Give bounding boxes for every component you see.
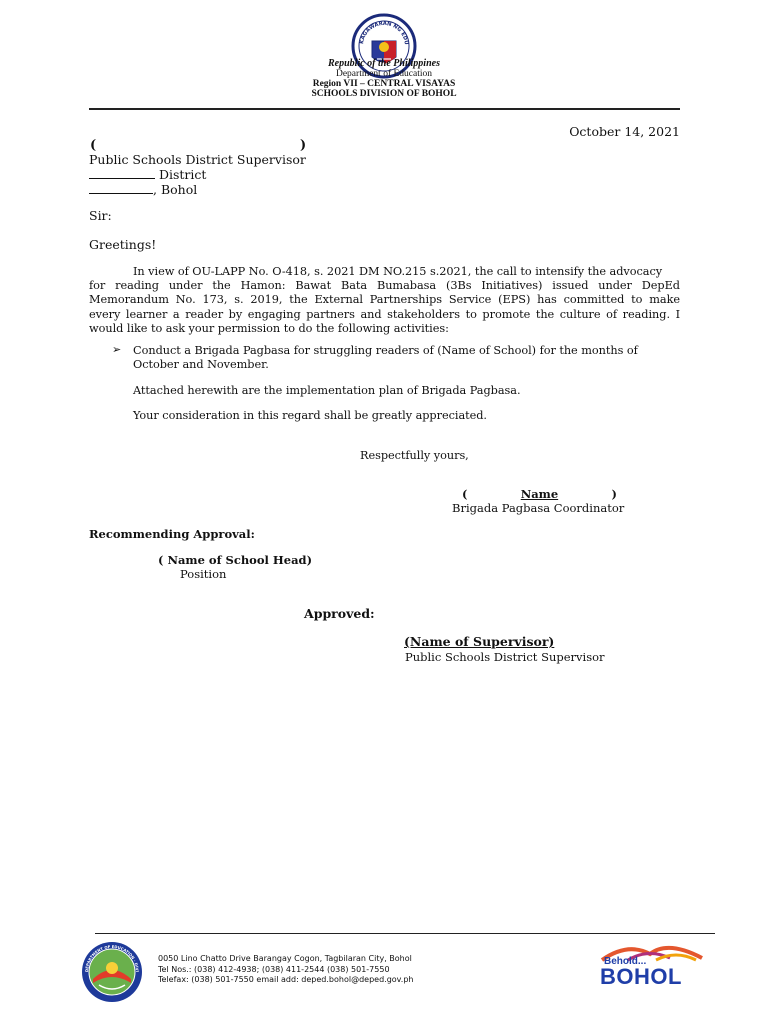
- bullet-text: [133, 344, 680, 372]
- closing-respectfully: Respectfully yours,: [360, 449, 469, 462]
- behold-text: Behold...: [604, 956, 647, 967]
- salutation: Sir:: [89, 208, 112, 223]
- footer-telefax: Telefax: (038) 501-7550 email add: deped.bohol@deped.gov.ph: [158, 975, 414, 984]
- signatory-name: Name: [520, 487, 559, 501]
- signatory-open-paren: (: [462, 487, 468, 501]
- addressee-bohol: [89, 182, 197, 197]
- header-divider: [89, 108, 680, 110]
- letterhead-division: SCHOOLS DIVISION OF BOHOL: [311, 89, 457, 99]
- paragraph-line-1: In view of OU-LAPP No. O-418, s. 2021 DM NO.215 s.2021, the call to intensify the advocacy: [133, 265, 663, 278]
- signatory-role: Brigada Pagbasa Coordinator: [452, 501, 625, 515]
- bullet-line-1: Conduct a Brigada Pagbasa for struggling readers of (Name of School) for the months of: [133, 344, 638, 357]
- greeting: Greetings!: [89, 237, 157, 252]
- bullet-line-2: October and November.: [133, 358, 269, 372]
- consideration-statement: Your consideration in this regard shall be greatly appreciated.: [133, 409, 487, 422]
- signatory-close-paren: ): [611, 487, 617, 501]
- footer-tel: Tel Nos.: (038) 412-4938; (038) 411-2544 (038) 501-7550: [158, 964, 390, 974]
- recommending-label: Recommending Approval:: [89, 527, 255, 541]
- paragraph-line-4: every learner a reader by engaging partners and stakeholders to promote the culture of reading. I: [89, 307, 680, 321]
- addressee-district: [89, 167, 206, 182]
- behold-bohol-logo: [598, 940, 706, 990]
- signatory-name-line: [462, 487, 617, 501]
- attached-statement: Attached herewith are the implementation plan of Brigada Pagbasa.: [133, 384, 521, 397]
- bohol-blank: [89, 183, 153, 194]
- footer-address: 0050 Lino Chatto Drive Barangay Cogon, Tagbilaran City, Bohol: [158, 954, 412, 963]
- recommending-position: Position: [180, 567, 227, 581]
- bohol-label: , Bohol: [153, 182, 198, 197]
- letterhead-region: Region VII – CENTRAL VISAYAS: [312, 79, 456, 89]
- letterhead-department: Department of Education: [335, 69, 433, 79]
- footer-divider: [95, 933, 715, 934]
- paragraph-line-5: would like to ask your permission to do the following activities:: [89, 321, 449, 335]
- paragraph-line-2: for reading under the Hamon: Bawat Bata Bumabasa (3Bs Initiatives) issued under DepEd: [89, 279, 680, 293]
- addressee-open-paren: (: [90, 138, 97, 153]
- district-blank: [89, 168, 155, 179]
- division-seal-text: DEPARTMENT OF EDUCATION · DIVI: [83, 943, 141, 973]
- district-label: District: [155, 167, 207, 182]
- approved-label: Approved:: [304, 606, 375, 621]
- footer-contact: [158, 954, 478, 986]
- approved-name: (Name of Supervisor): [404, 634, 555, 649]
- addressee-title: Public Schools District Supervisor: [89, 152, 306, 167]
- seal-text: KAGAWARAN NG EDU: [359, 20, 410, 46]
- approved-position: Public Schools District Supervisor: [405, 650, 605, 664]
- bohol-text: BOHOL: [600, 964, 682, 989]
- body-paragraph: [89, 265, 680, 336]
- division-seal: [81, 941, 143, 1003]
- bullet-marker: ➢: [112, 343, 122, 356]
- letterhead-republic: Republic of the Philippines: [328, 58, 440, 69]
- paragraph-line-3: Memorandum No. 173, s. 2019, the External Partnerships Service (EPS) has committed to make: [89, 293, 680, 307]
- recommending-name: ( Name of School Head): [158, 553, 313, 567]
- addressee-close-paren: ): [300, 138, 307, 153]
- letter-date: October 14, 2021: [569, 124, 680, 139]
